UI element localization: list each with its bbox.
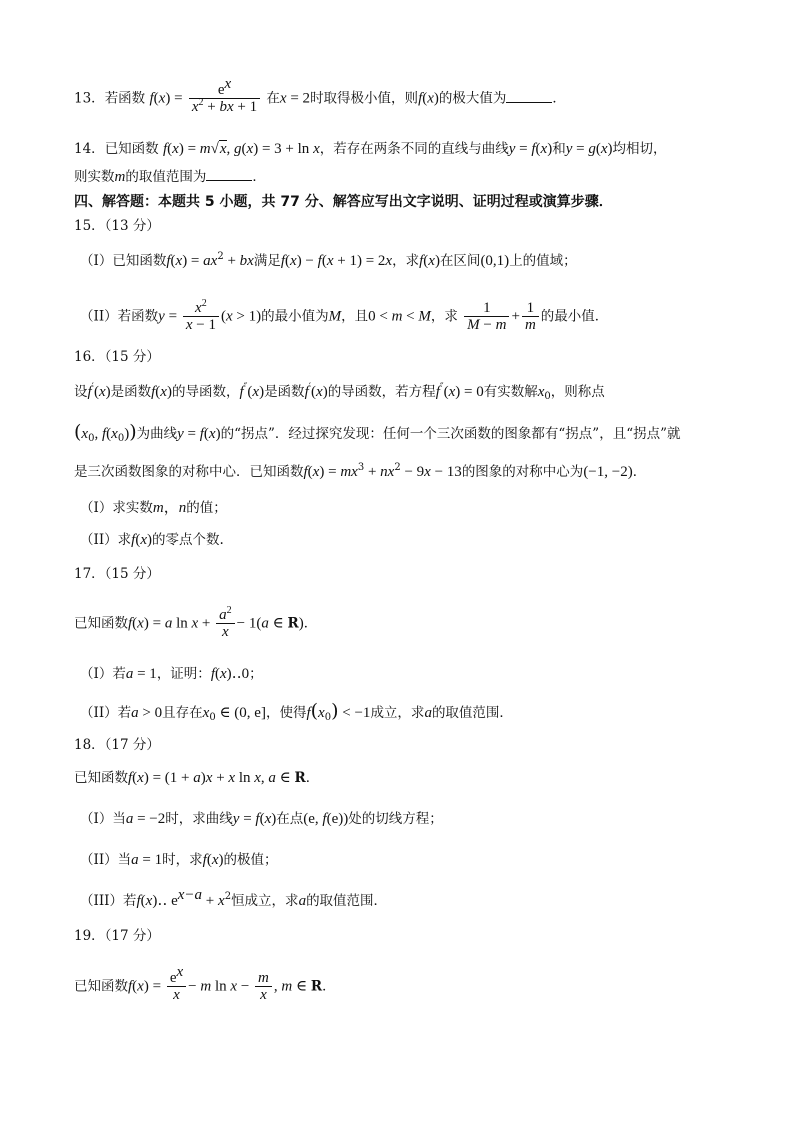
text: 的取值范围． — [306, 893, 388, 909]
text: （II）若 — [80, 705, 132, 721]
text: 和 — [552, 141, 566, 157]
text: 是函数 — [110, 384, 152, 400]
text: （III）若 — [80, 893, 137, 909]
text: （II）若函数 — [80, 308, 159, 325]
question-19-head: 19．（17 分） — [74, 928, 160, 944]
question-15-part2: （II）若函数y = $\frac{x^2}{x - 1}$ (x > 1)的最小值为M，且0 < m < M，求 $\frac{1}{M - m}$ + $\frac{1}{m}$ 的最小值． — [80, 298, 609, 333]
text: 是三次函数图象的对称中心．已知函数 — [74, 464, 304, 480]
text: 的零点个数. — [152, 532, 224, 548]
text: 则实数 — [74, 169, 115, 185]
text: （I）已知函数 — [80, 253, 167, 269]
formula: f — [149, 90, 154, 107]
question-14: 14．已知函数 f(x) = m√x, g(x) = 3 + ln x，若存在两条不同的直线与曲线y = f(x)和y = g(x)均相切， — [74, 141, 667, 157]
section-heading: 四、解答题：本题共 5 小题，共 77 分、解答应写出文字说明、证明过程或演算步骤． — [74, 194, 613, 210]
question-18-part3: （III）若f(x)‥ $e^{x-a} + x^2$恒成立，求a的取值范围． — [80, 887, 388, 909]
text: 是函数 — [264, 384, 305, 400]
text: 已知函数 — [74, 770, 128, 786]
text: 已知函数 — [74, 615, 128, 632]
question-17-line1: 已知函数f(x) = a ln x + $\frac{a^2}{x}$ − 1(a ∈ R)． — [74, 605, 318, 640]
question-14-cont: 则实数m的取值范围为 ． — [74, 169, 266, 185]
question-16-line2: ($x_0$, $f(x_0)$)为曲线y = f(x)的“拐点”．经过探究发现：任何一个三次函数的图象都有“拐点”，且“拐点”就 — [74, 421, 681, 444]
question-13: 13．若函数 f(x) = $\frac{e^x}{x^2 + bx + 1}$ 在x = 2时取得极小值，则f(x)的极大值为 ． — [74, 76, 566, 115]
text: 在区间 — [439, 253, 481, 269]
question-16-head: 16．（15 分） — [74, 349, 160, 365]
text: 的取值范围为 — [125, 169, 207, 185]
text: （I）若 — [80, 666, 126, 682]
question-18-line1: 已知函数f(x) = (1 + a)x + x ln x, a ∈ R． — [74, 770, 320, 786]
text: 已知函数 — [104, 141, 159, 157]
text: ，若存在两条不同的直线与曲线 — [319, 141, 509, 157]
text: ，则称点 — [550, 384, 605, 400]
text: ． — [303, 615, 318, 632]
text: 的图象的对称中心为 — [461, 464, 584, 480]
text: ，求 — [392, 253, 420, 269]
question-18-head: 18．（17 分） — [74, 737, 160, 753]
question-17-part2: （II）若a > 0且存在$x_0$ ∈ (0, e]，使得$f(x_0) < -1$成立，求a的取值范围． — [80, 700, 513, 723]
text: 已知函数 — [74, 978, 128, 995]
question-18-part2: （II）当a = 1时，求f(x)的极值； — [80, 852, 278, 868]
text: 满足 — [253, 253, 281, 269]
text: 时，求 — [162, 852, 203, 868]
question-15-part1: （I）已知函数$f(x) = ax^2$ + bx满足f(x) − f(x + 1) = 2x，求f(x)在区间(0,1)上的值域； — [80, 251, 577, 269]
text: 时，求曲线 — [165, 811, 233, 827]
question-16-line1: 设f′(x)是函数f(x)的导函数，f″(x)是函数f′(x)的导函数，若方程f″(x) = 0有实数解$x_0$，则称点 — [74, 382, 605, 402]
text: 在 — [266, 90, 280, 107]
text: 若函数 — [104, 90, 146, 107]
answer-blank[interactable] — [206, 168, 252, 181]
question-19-line1: 已知函数f(x) = $\frac{e^x}{x}$ − m ln x − $\frac{m}{x}$ , m ∈ R． — [74, 964, 336, 1003]
text: ． — [322, 978, 336, 995]
text: ，且 — [341, 308, 369, 325]
question-17-head: 17．（15 分） — [74, 566, 160, 582]
question-16-part1: （I）求实数m，n的值； — [80, 500, 227, 516]
text: 有实数解 — [483, 384, 538, 400]
text: 的值； — [186, 500, 227, 516]
text: 的最小值． — [540, 308, 609, 325]
text: 在点 — [276, 811, 304, 827]
question-18-part1: （I）当a = −2时，求曲线y = f(x)在点(e, f(e))处的切线方程； — [80, 811, 443, 827]
text: ，证明： — [156, 666, 211, 682]
text: 的极值； — [223, 852, 278, 868]
text: 均相切， — [612, 141, 667, 157]
text: ，使得 — [265, 705, 307, 721]
question-16-line3: 是三次函数图象的对称中心．已知函数$f(x) = mx^3 + nx^2 - 9x - 13$的图象的对称中心为(−1, −2)． — [74, 462, 647, 480]
text: 的最小值为 — [261, 308, 329, 325]
text: 的导函数， — [171, 384, 240, 400]
question-number: 13． — [74, 90, 105, 107]
answer-blank[interactable] — [506, 90, 552, 103]
text: 的极大值为 — [438, 90, 507, 107]
text: 处的切线方程； — [348, 811, 443, 827]
question-16-part2: （II）求f(x)的零点个数. — [80, 532, 224, 548]
text: （I）当 — [80, 811, 126, 827]
text: 恒成立，求 — [231, 893, 299, 909]
question-17-part1: （I）若a = 1，证明：f(x)‥0； — [80, 666, 263, 682]
text: 时取得极小值，则 — [310, 90, 419, 107]
text: 且存在 — [162, 705, 203, 721]
text: 的“拐点”．经过探究发现：任何一个三次函数的图象都有“拐点”，且“拐点”就 — [220, 426, 681, 442]
text: 的导函数，若方程 — [327, 384, 436, 400]
text: ． — [252, 169, 266, 185]
text: 的取值范围． — [431, 705, 513, 721]
text: ； — [249, 666, 263, 682]
text: ． — [632, 464, 647, 480]
text: （I）求实数 — [80, 500, 153, 516]
fraction: $\frac{e^x}{x^2 + bx + 1}$ — [189, 82, 260, 116]
question-15-head: 15．（13 分） — [74, 218, 160, 234]
text: ． — [552, 90, 566, 107]
text: （II）求 — [80, 532, 132, 548]
text: ． — [305, 770, 320, 786]
text: 设 — [74, 384, 88, 400]
question-number: 14． — [74, 141, 105, 157]
text: 上的值域； — [509, 253, 577, 269]
text: ，求 — [430, 308, 458, 325]
text: 为曲线 — [136, 426, 178, 442]
text: 成立，求 — [370, 705, 425, 721]
text: （II）当 — [80, 852, 132, 868]
